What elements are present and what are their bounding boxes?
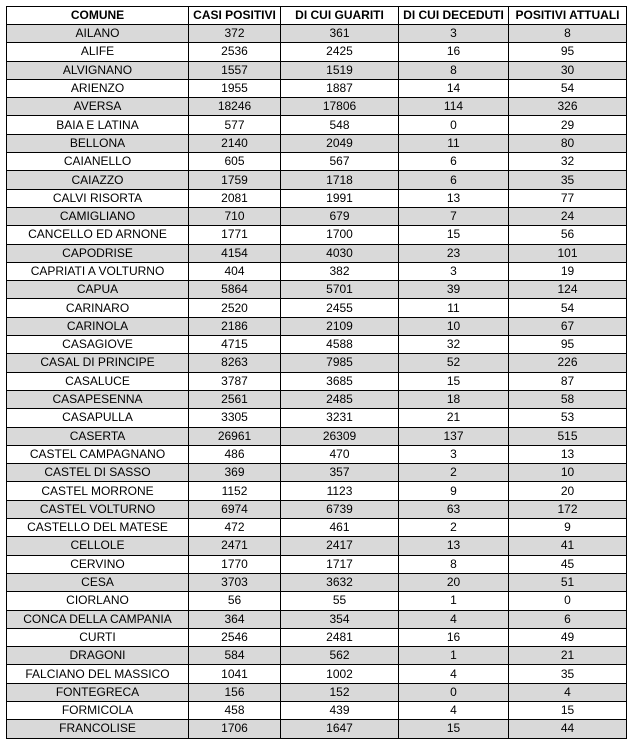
cell-deceduti: 20 (399, 573, 509, 591)
cell-positivi-attuali: 35 (509, 665, 627, 683)
table-row (7, 189, 627, 207)
cell-comune: ARIENZO (7, 79, 189, 97)
cell-comune: ALVIGNANO (7, 61, 189, 79)
cell-positivi-attuali: 515 (509, 427, 627, 445)
cell-guariti: 26309 (281, 427, 399, 445)
cell-comune: FONTEGRECA (7, 683, 189, 701)
table-row (7, 701, 627, 719)
cell-casi-positivi: 1955 (189, 79, 281, 97)
table-row (7, 500, 627, 518)
cell-deceduti: 3 (399, 25, 509, 43)
cell-casi-positivi: 404 (189, 262, 281, 280)
cell-comune: CURTI (7, 628, 189, 646)
table-row (7, 683, 627, 701)
cell-casi-positivi: 2546 (189, 628, 281, 646)
cell-casi-positivi: 8263 (189, 354, 281, 372)
cell-casi-positivi: 458 (189, 701, 281, 719)
cell-guariti: 4030 (281, 244, 399, 262)
table-row (7, 610, 627, 628)
cell-deceduti: 15 (399, 372, 509, 390)
cell-deceduti: 14 (399, 79, 509, 97)
cell-guariti: 7985 (281, 354, 399, 372)
cell-deceduti: 4 (399, 610, 509, 628)
cell-casi-positivi: 1557 (189, 61, 281, 79)
cell-positivi-attuali: 95 (509, 336, 627, 354)
cell-casi-positivi: 2471 (189, 537, 281, 555)
table-row (7, 464, 627, 482)
cell-guariti: 562 (281, 647, 399, 665)
cell-comune: CASAPULLA (7, 409, 189, 427)
table-row (7, 720, 627, 738)
cell-comune: CASTELLO DEL MATESE (7, 519, 189, 537)
cell-comune: CERVINO (7, 555, 189, 573)
cell-casi-positivi: 26961 (189, 427, 281, 445)
cell-guariti: 679 (281, 207, 399, 225)
cell-casi-positivi: 364 (189, 610, 281, 628)
cell-guariti: 1887 (281, 79, 399, 97)
cell-deceduti: 7 (399, 207, 509, 225)
cell-casi-positivi: 369 (189, 464, 281, 482)
header-comune: COMUNE (7, 7, 189, 25)
table-row (7, 317, 627, 335)
cell-guariti: 470 (281, 445, 399, 463)
table-row (7, 134, 627, 152)
table-row (7, 262, 627, 280)
table-row (7, 153, 627, 171)
cell-positivi-attuali: 9 (509, 519, 627, 537)
cell-deceduti: 1 (399, 592, 509, 610)
cell-casi-positivi: 1041 (189, 665, 281, 683)
cell-positivi-attuali: 87 (509, 372, 627, 390)
cell-guariti: 548 (281, 116, 399, 134)
cell-positivi-attuali: 54 (509, 299, 627, 317)
cell-comune: BELLONA (7, 134, 189, 152)
cell-casi-positivi: 2140 (189, 134, 281, 152)
cell-positivi-attuali: 67 (509, 317, 627, 335)
cell-positivi-attuali: 226 (509, 354, 627, 372)
cell-casi-positivi: 1706 (189, 720, 281, 738)
cell-casi-positivi: 3787 (189, 372, 281, 390)
cell-casi-positivi: 3305 (189, 409, 281, 427)
cell-guariti: 2455 (281, 299, 399, 317)
cell-positivi-attuali: 58 (509, 390, 627, 408)
cell-positivi-attuali: 32 (509, 153, 627, 171)
cell-guariti: 1717 (281, 555, 399, 573)
cell-deceduti: 8 (399, 555, 509, 573)
cell-casi-positivi: 156 (189, 683, 281, 701)
cell-casi-positivi: 56 (189, 592, 281, 610)
cell-casi-positivi: 2561 (189, 390, 281, 408)
cell-comune: AVERSA (7, 98, 189, 116)
cell-comune: CELLOLE (7, 537, 189, 555)
cell-casi-positivi: 710 (189, 207, 281, 225)
table-row (7, 482, 627, 500)
cell-positivi-attuali: 54 (509, 79, 627, 97)
cell-comune: BAIA E LATINA (7, 116, 189, 134)
table-row (7, 537, 627, 555)
cell-guariti: 2049 (281, 134, 399, 152)
cell-guariti: 2425 (281, 43, 399, 61)
header-deceduti: DI CUI DECEDUTI (399, 7, 509, 25)
cell-positivi-attuali: 44 (509, 720, 627, 738)
cell-deceduti: 13 (399, 189, 509, 207)
cell-positivi-attuali: 172 (509, 500, 627, 518)
cell-positivi-attuali: 4 (509, 683, 627, 701)
header-positivi-attuali: POSITIVI ATTUALI (509, 7, 627, 25)
cell-casi-positivi: 2520 (189, 299, 281, 317)
cell-casi-positivi: 1771 (189, 226, 281, 244)
table-header (7, 7, 627, 25)
table-body (7, 25, 627, 739)
cell-guariti: 17806 (281, 98, 399, 116)
cell-comune: CASTEL MORRONE (7, 482, 189, 500)
cell-deceduti: 18 (399, 390, 509, 408)
cell-guariti: 1700 (281, 226, 399, 244)
table-row (7, 445, 627, 463)
cell-positivi-attuali: 326 (509, 98, 627, 116)
table-row (7, 647, 627, 665)
cell-casi-positivi: 4715 (189, 336, 281, 354)
cell-casi-positivi: 2081 (189, 189, 281, 207)
cell-positivi-attuali: 41 (509, 537, 627, 555)
cell-deceduti: 2 (399, 464, 509, 482)
cell-guariti: 55 (281, 592, 399, 610)
cell-positivi-attuali: 20 (509, 482, 627, 500)
cell-guariti: 2481 (281, 628, 399, 646)
cell-comune: CAPRIATI A VOLTURNO (7, 262, 189, 280)
covid-cases-table (6, 6, 627, 739)
cell-positivi-attuali: 6 (509, 610, 627, 628)
cell-deceduti: 15 (399, 720, 509, 738)
cell-positivi-attuali: 35 (509, 171, 627, 189)
cell-casi-positivi: 472 (189, 519, 281, 537)
cell-casi-positivi: 1759 (189, 171, 281, 189)
cell-positivi-attuali: 8 (509, 25, 627, 43)
cell-guariti: 1123 (281, 482, 399, 500)
cell-comune: CASTEL VOLTURNO (7, 500, 189, 518)
cell-comune: DRAGONI (7, 647, 189, 665)
table-row (7, 573, 627, 591)
cell-deceduti: 4 (399, 665, 509, 683)
cell-guariti: 2485 (281, 390, 399, 408)
cell-positivi-attuali: 13 (509, 445, 627, 463)
cell-deceduti: 2 (399, 519, 509, 537)
cell-positivi-attuali: 29 (509, 116, 627, 134)
cell-casi-positivi: 1152 (189, 482, 281, 500)
cell-guariti: 1647 (281, 720, 399, 738)
cell-deceduti: 39 (399, 281, 509, 299)
cell-guariti: 382 (281, 262, 399, 280)
cell-guariti: 3231 (281, 409, 399, 427)
table-row (7, 116, 627, 134)
cell-deceduti: 6 (399, 153, 509, 171)
table-row (7, 43, 627, 61)
cell-deceduti: 137 (399, 427, 509, 445)
cell-guariti: 5701 (281, 281, 399, 299)
cell-guariti: 4588 (281, 336, 399, 354)
cell-positivi-attuali: 95 (509, 43, 627, 61)
cell-deceduti: 11 (399, 299, 509, 317)
cell-deceduti: 32 (399, 336, 509, 354)
cell-positivi-attuali: 30 (509, 61, 627, 79)
cell-comune: CALVI RISORTA (7, 189, 189, 207)
cell-positivi-attuali: 101 (509, 244, 627, 262)
cell-comune: FRANCOLISE (7, 720, 189, 738)
cell-comune: CASTEL CAMPAGNANO (7, 445, 189, 463)
cell-deceduti: 3 (399, 445, 509, 463)
cell-deceduti: 52 (399, 354, 509, 372)
cell-comune: CARINARO (7, 299, 189, 317)
cell-deceduti: 9 (399, 482, 509, 500)
cell-positivi-attuali: 51 (509, 573, 627, 591)
cell-casi-positivi: 584 (189, 647, 281, 665)
cell-comune: CAMIGLIANO (7, 207, 189, 225)
cell-positivi-attuali: 19 (509, 262, 627, 280)
header-casi-positivi: CASI POSITIVI (189, 7, 281, 25)
cell-deceduti: 16 (399, 628, 509, 646)
cell-positivi-attuali: 24 (509, 207, 627, 225)
cell-guariti: 2417 (281, 537, 399, 555)
cell-guariti: 1718 (281, 171, 399, 189)
cell-deceduti: 10 (399, 317, 509, 335)
cell-positivi-attuali: 15 (509, 701, 627, 719)
cell-positivi-attuali: 53 (509, 409, 627, 427)
table-row (7, 61, 627, 79)
cell-comune: ALIFE (7, 43, 189, 61)
cell-guariti: 461 (281, 519, 399, 537)
cell-casi-positivi: 486 (189, 445, 281, 463)
table-row (7, 519, 627, 537)
cell-casi-positivi: 2536 (189, 43, 281, 61)
table-row (7, 555, 627, 573)
cell-positivi-attuali: 56 (509, 226, 627, 244)
header-row (7, 7, 627, 25)
cell-guariti: 152 (281, 683, 399, 701)
cell-guariti: 357 (281, 464, 399, 482)
cell-comune: CANCELLO ED ARNONE (7, 226, 189, 244)
cell-comune: CAIANELLO (7, 153, 189, 171)
cell-guariti: 2109 (281, 317, 399, 335)
cell-deceduti: 8 (399, 61, 509, 79)
table-row (7, 427, 627, 445)
cell-positivi-attuali: 10 (509, 464, 627, 482)
cell-comune: FALCIANO DEL MASSICO (7, 665, 189, 683)
cell-comune: CESA (7, 573, 189, 591)
cell-deceduti: 6 (399, 171, 509, 189)
cell-positivi-attuali: 45 (509, 555, 627, 573)
header-guariti: DI CUI GUARITI (281, 7, 399, 25)
cell-guariti: 3685 (281, 372, 399, 390)
cell-comune: CIORLANO (7, 592, 189, 610)
cell-deceduti: 21 (399, 409, 509, 427)
table-row (7, 25, 627, 43)
table-row (7, 409, 627, 427)
table-row (7, 244, 627, 262)
cell-comune: CASAPESENNA (7, 390, 189, 408)
cell-deceduti: 4 (399, 701, 509, 719)
cell-casi-positivi: 6974 (189, 500, 281, 518)
cell-comune: CASAL DI PRINCIPE (7, 354, 189, 372)
cell-casi-positivi: 577 (189, 116, 281, 134)
table-row (7, 299, 627, 317)
cell-casi-positivi: 605 (189, 153, 281, 171)
cell-comune: CASTEL DI SASSO (7, 464, 189, 482)
cell-guariti: 3632 (281, 573, 399, 591)
cell-deceduti: 0 (399, 683, 509, 701)
cell-guariti: 354 (281, 610, 399, 628)
cell-casi-positivi: 5864 (189, 281, 281, 299)
cell-guariti: 6739 (281, 500, 399, 518)
table-row (7, 592, 627, 610)
table-row (7, 390, 627, 408)
cell-comune: CASAGIOVE (7, 336, 189, 354)
table-row (7, 207, 627, 225)
cell-guariti: 567 (281, 153, 399, 171)
table-row (7, 628, 627, 646)
cell-comune: FORMICOLA (7, 701, 189, 719)
cell-deceduti: 13 (399, 537, 509, 555)
cell-positivi-attuali: 77 (509, 189, 627, 207)
cell-positivi-attuali: 21 (509, 647, 627, 665)
cell-comune: AILANO (7, 25, 189, 43)
cell-guariti: 1991 (281, 189, 399, 207)
cell-casi-positivi: 1770 (189, 555, 281, 573)
cell-positivi-attuali: 0 (509, 592, 627, 610)
cell-guariti: 361 (281, 25, 399, 43)
cell-comune: CASALUCE (7, 372, 189, 390)
cell-deceduti: 63 (399, 500, 509, 518)
cell-positivi-attuali: 80 (509, 134, 627, 152)
cell-guariti: 1519 (281, 61, 399, 79)
cell-positivi-attuali: 124 (509, 281, 627, 299)
cell-comune: CARINOLA (7, 317, 189, 335)
cell-casi-positivi: 18246 (189, 98, 281, 116)
cell-casi-positivi: 4154 (189, 244, 281, 262)
cell-deceduti: 23 (399, 244, 509, 262)
table-row (7, 98, 627, 116)
cell-guariti: 439 (281, 701, 399, 719)
cell-positivi-attuali: 49 (509, 628, 627, 646)
cell-deceduti: 16 (399, 43, 509, 61)
cell-comune: CAPUA (7, 281, 189, 299)
cell-deceduti: 1 (399, 647, 509, 665)
table-row (7, 372, 627, 390)
cell-comune: CONCA DELLA CAMPANIA (7, 610, 189, 628)
table-row (7, 354, 627, 372)
cell-deceduti: 114 (399, 98, 509, 116)
cell-comune: CAPODRISE (7, 244, 189, 262)
cell-comune: CAIAZZO (7, 171, 189, 189)
cell-guariti: 1002 (281, 665, 399, 683)
cell-comune: CASERTA (7, 427, 189, 445)
table-row (7, 665, 627, 683)
cell-casi-positivi: 372 (189, 25, 281, 43)
cell-casi-positivi: 3703 (189, 573, 281, 591)
table-row (7, 336, 627, 354)
cell-deceduti: 11 (399, 134, 509, 152)
table-row (7, 171, 627, 189)
table-row (7, 226, 627, 244)
cell-deceduti: 3 (399, 262, 509, 280)
cell-deceduti: 0 (399, 116, 509, 134)
table-row (7, 281, 627, 299)
table-row (7, 79, 627, 97)
cell-deceduti: 15 (399, 226, 509, 244)
cell-casi-positivi: 2186 (189, 317, 281, 335)
